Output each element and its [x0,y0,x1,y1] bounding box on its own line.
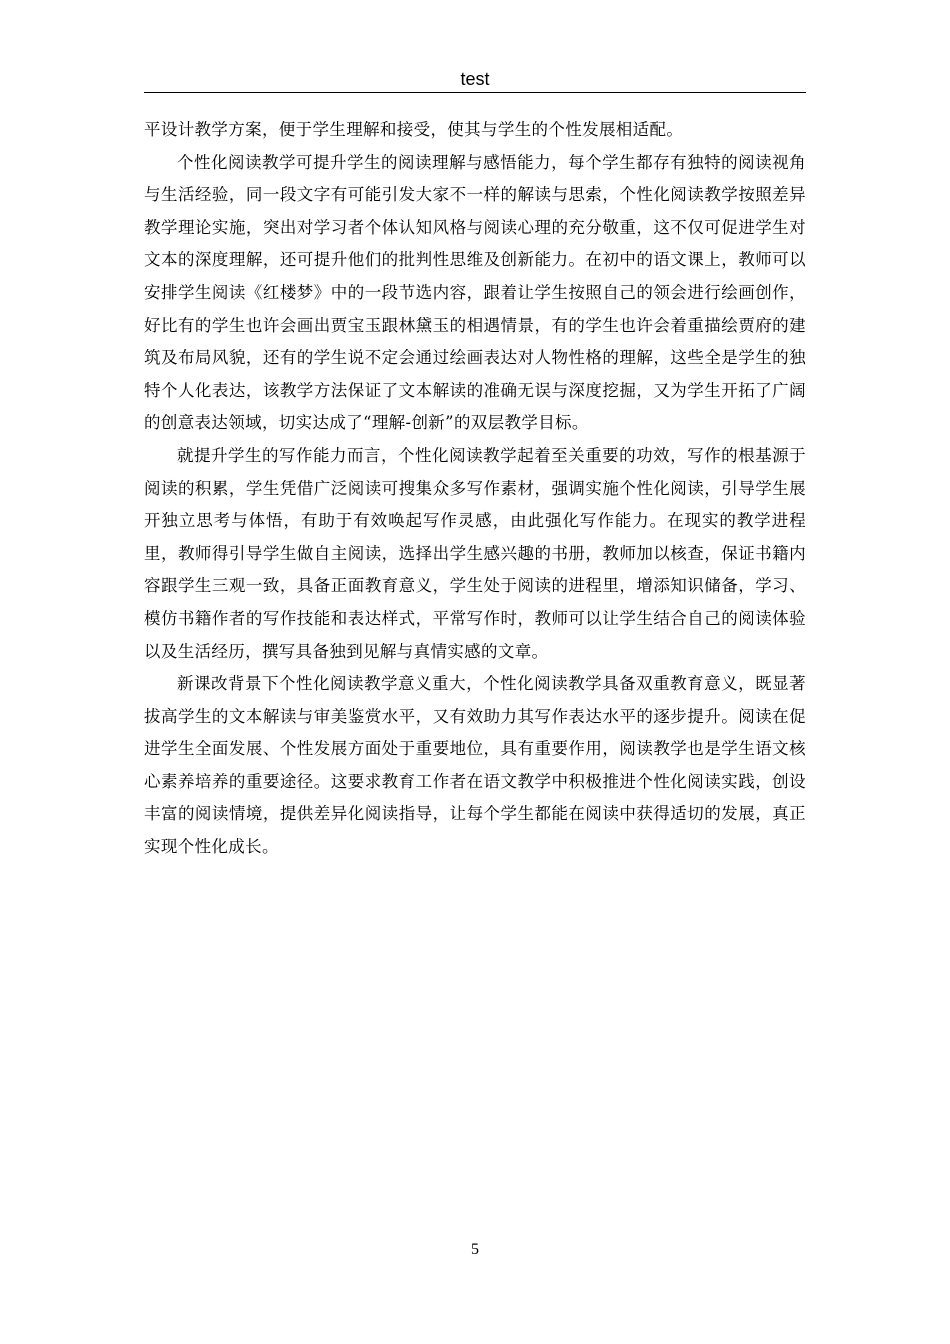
page-number: 5 [471,1241,479,1258]
header-divider [144,92,806,93]
page-header-title: test [460,69,490,89]
document-body [144,114,806,864]
body-paragraph-continued: 平设计教学方案，便于学生理解和接受，使其与学生的个性发展相适配。 [144,120,684,139]
body-paragraph: 个性化阅读教学可提升学生的阅读理解与感悟能力，每个学生都存有独特的阅读视角与生活经验，同一段文字有可能引发大家不一样的解读与思索，个性化阅读教学按照差异教学理论实施，突出对学习者个体认知风格与阅读心理的充分敬重，这不仅可促进学生对文本的深度理解，还可提升他们的批判性思维及创新能力。在初中的语文课上，教师可以安排学生阅读《红楼梦》中的一段节选内容，跟着让学生按照自己的领会进行绘画创作，好比有的学生也许会画出贾宝玉跟林黛玉的相遇情景，有的学生也许会着重描绘贾府的建筑及布局风貌，还有的学生说不定会通过绘画表达对人物性格的理解，这些全是学生的独特个人化表达，该教学方法保证了文本解读的准确无误与深度挖掘，又为学生开拓了广阔的创意表达领域，切实达成了“理解-创新”的双层教学目标。 [144,152,806,433]
body-paragraph: 新课改背景下个性化阅读教学意义重大，个性化阅读教学具备双重教育意义，既显著拔高学生的文本解读与审美鉴赏水平，又有效助力其写作表达水平的逐步提升。阅读在促进学生全面发展、个性发展方面处于重要地位，具有重要作用，阅读教学也是学生语文核心素养培养的重要途径。这要求教育工作者在语文教学中积极推进个性化阅读实践，创设丰富的阅读情境，提供差异化阅读指导，让每个学生都能在阅读中获得适切的发展，真正实现个性化成长。 [144,674,806,857]
body-paragraph: 就提升学生的写作能力而言，个性化阅读教学起着至关重要的功效，写作的根基源于阅读的积累，学生凭借广泛阅读可搜集众多写作素材，强调实施个性化阅读，引导学生展开独立思考与体悟，有助于有效唤起写作灵感，由此强化写作能力。在现实的教学进程里，教师得引导学生做自主阅读，选择出学生感兴趣的书册，教师加以核查，保证书籍内容跟学生三观一致，具备正面教育意义，学生处于阅读的进程里，增添知识储备，学习、模仿书籍作者的写作技能和表达样式，平常写作时，教师可以让学生结合自己的阅读体验以及生活经历，撰写具备独到见解与真情实感的文章。 [144,445,806,661]
